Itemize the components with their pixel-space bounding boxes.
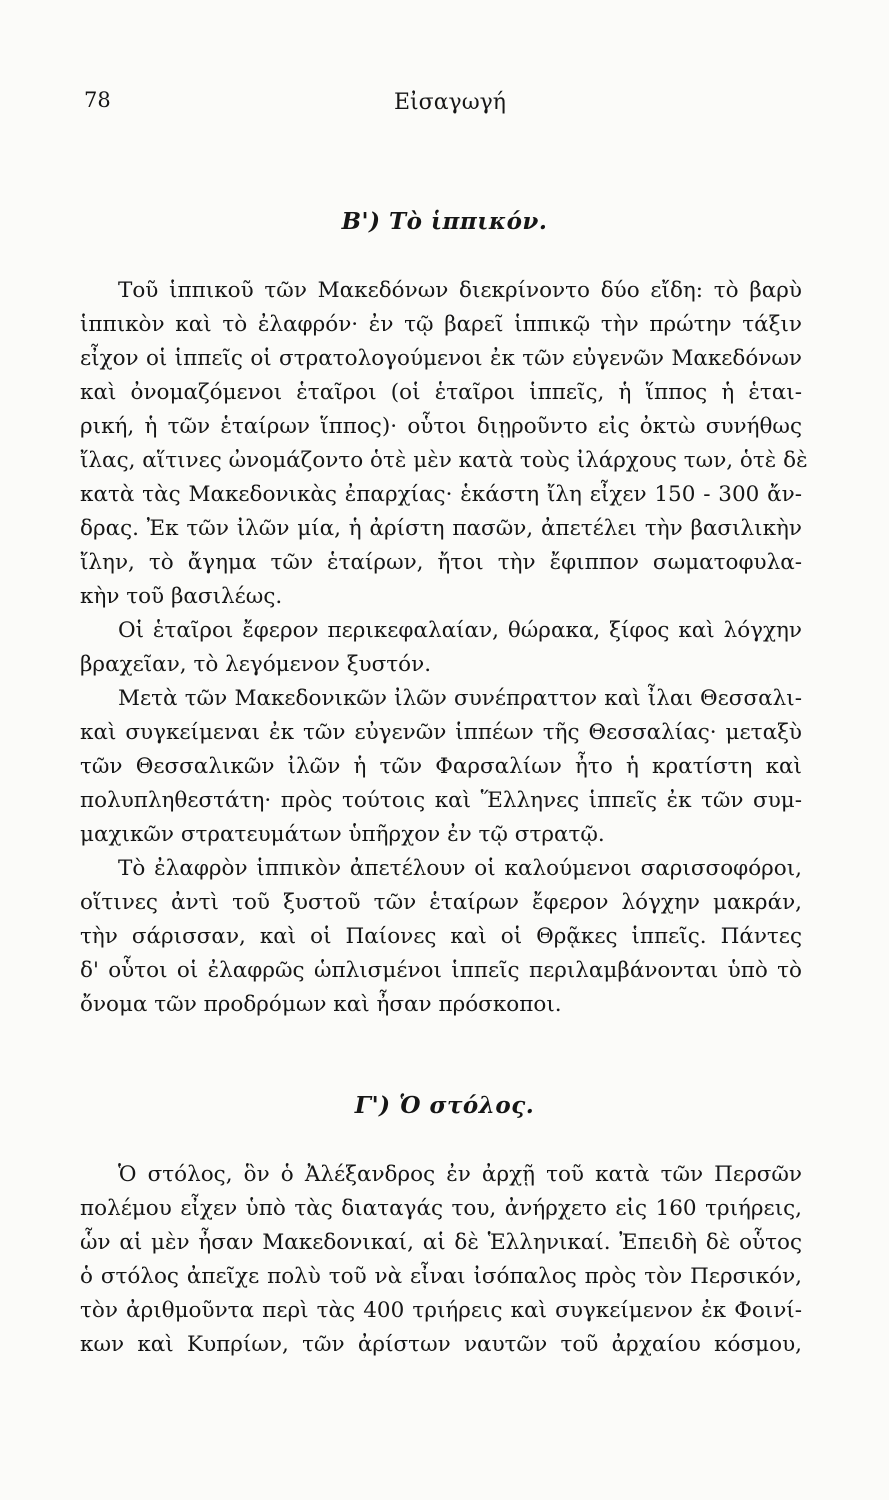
text-line: καὶ συγκείμεναι ἐκ τῶν εὐγενῶν ἱππέων τῆς Θεσσαλίας· μεταξὺ [80,720,802,745]
text-line: οἵτινες ἀντὶ τοῦ ξυστοῦ τῶν ἑταίρων ἔφερον λόγχην μακράν, [80,890,802,915]
text-line: ἴλην, τὸ ἄγημα τῶν ἑταίρων, ἤτοι τὴν ἔφιππον σωματοφυλα- [80,550,802,575]
text-line: τὴν σάρισσαν, καὶ οἱ Παίονες καὶ οἱ Θρᾷκες ἱππεῖς. Πάντες [80,924,802,949]
text-line: ὁ στόλος ἀπεῖχε πολὺ τοῦ νὰ εἶναι ἰσόπαλος πρὸς τὸν Περσικόν, [80,1264,802,1289]
text-line: ὧν αἱ μὲν ἦσαν Μακεδονικαί, αἱ δὲ Ἑλληνικαί. Ἐπειδὴ δὲ οὗτος [80,1230,802,1255]
text-line: δρας. Ἐκ τῶν ἰλῶν μία, ἡ ἀρίστη πασῶν, ἀπετέλει τὴν βασιλικὴν [80,516,802,541]
page-number: 78 [84,88,111,112]
text-line: ὄνομα τῶν προδρόμων καὶ ἦσαν πρόσκοποι. [80,992,562,1017]
section-heading-cavalry: Β') Τὸ ἱππικόν. [341,208,548,235]
text-line: ἱππικὸν καὶ τὸ ἐλαφρόν· ἐν τῷ βαρεῖ ἱππικῷ τὴν πρώτην τάξιν [80,312,802,337]
page-header [84,88,804,128]
text-line: εἶχον οἱ ἱππεῖς οἱ στρατολογούμενοι ἐκ τῶν εὐγενῶν Μακεδόνων [80,346,802,371]
text-line: κων καὶ Κυπρίων, τῶν ἀρίστων ναυτῶν τοῦ ἀρχαίου κόσμου, [80,1332,802,1357]
text-line: πολυπληθεστάτη· πρὸς τούτοις καὶ Ἕλληνες ἱππεῖς ἐκ τῶν συμ- [80,788,802,813]
section-heading-fleet: Γ') Ὁ στόλος. [354,1092,535,1119]
running-title: Εἰσαγωγή [394,90,506,115]
text-line: βραχεῖαν, τὸ λεγόμενον ξυστόν. [80,652,432,677]
text-line: Μετὰ τῶν Μακεδονικῶν ἰλῶν συνέπραττον καὶ ἶλαι Θεσσαλι- [118,686,802,711]
text-line: ρική, ἡ τῶν ἑταίρων ἵππος)· οὗτοι διῃροῦντο εἰς ὀκτὼ συνήθως [80,414,802,439]
text-line: κατὰ τὰς Μακεδονικὰς ἐπαρχίας· ἑκάστη ἴλη εἶχεν 150 - 300 ἄν- [80,482,802,507]
text-line: καὶ ὀνομαζόμενοι ἑταῖροι (οἱ ἑταῖροι ἱππεῖς, ἡ ἵππος ἡ ἑται- [80,380,802,405]
text-line: Οἱ ἑταῖροι ἔφερον περικεφαλαίαν, θώρακα, ξίφος καὶ λόγχην [118,618,802,643]
text-line: ἴλας, αἵτινες ὠνομάζοντο ὁτὲ μὲν κατὰ τοὺς ἰλάρχους των, ὁτὲ δὲ [80,448,808,473]
text-line: κὴν τοῦ βασιλέως. [80,584,283,609]
text-line: τῶν Θεσσαλικῶν ἰλῶν ἡ τῶν Φαρσαλίων ἦτο ἡ κρατίστη καὶ [80,754,802,779]
text-line: μαχικῶν στρατευμάτων ὑπῆρχον ἐν τῷ στρατῷ. [80,822,605,847]
text-line: πολέμου εἶχεν ὑπὸ τὰς διαταγάς του, ἀνήρχετο εἰς 160 τριήρεις, [80,1196,802,1221]
text-line: Ὁ στόλος, ὃν ὁ Ἀλέξανδρος ἐν ἀρχῇ τοῦ κατὰ τῶν Περσῶν [118,1162,802,1187]
text-line: τὸν ἀριθμοῦντα περὶ τὰς 400 τριήρεις καὶ συγκείμενον ἐκ Φοινί- [80,1298,802,1323]
text-line: Τοῦ ἱππικοῦ τῶν Μακεδόνων διεκρίνοντο δύο εἴδη: τὸ βαρὺ [118,278,802,303]
text-line: δ' οὗτοι οἱ ἐλαφρῶς ὡπλισμένοι ἱππεῖς περιλαμβάνονται ὑπὸ τὸ [80,958,802,983]
text-line: Τὸ ἐλαφρὸν ἱππικὸν ἀπετέλουν οἱ καλούμενοι σαρισσοφόροι, [118,856,802,881]
